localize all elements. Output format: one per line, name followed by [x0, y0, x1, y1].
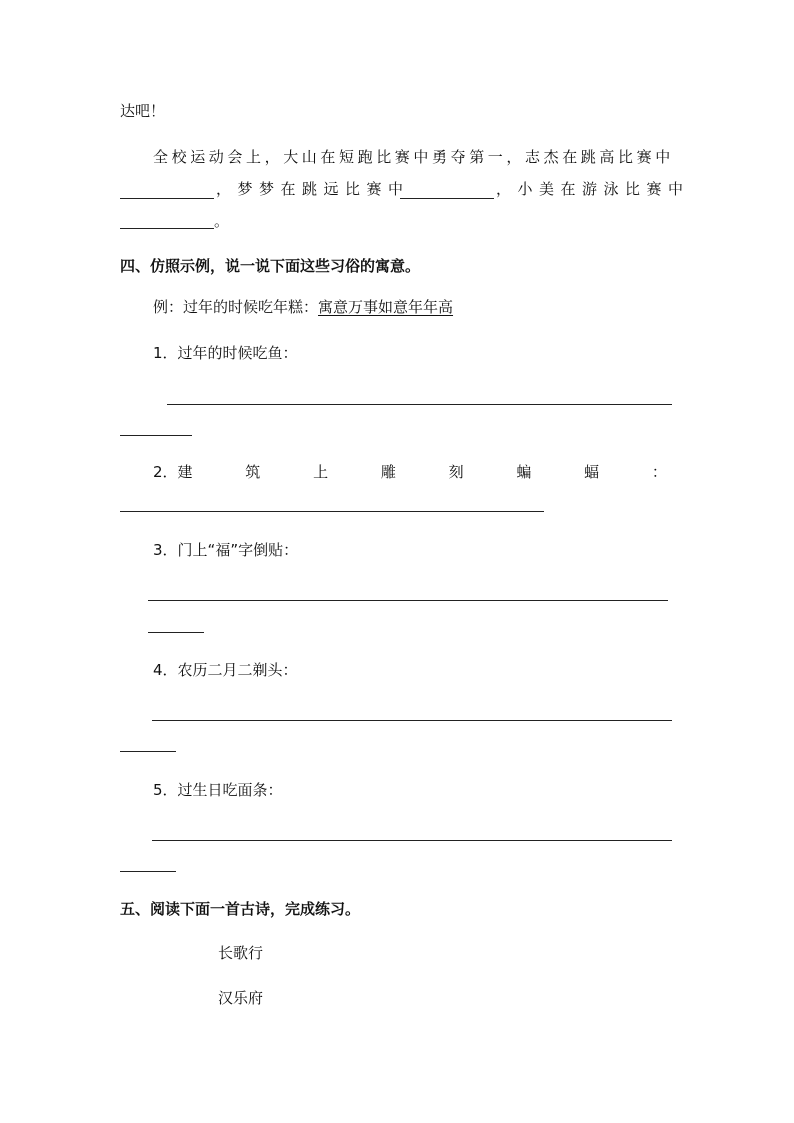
blank-swimming[interactable]: [120, 228, 214, 229]
blank-long-jump[interactable]: [400, 198, 494, 199]
answer-line-3b[interactable]: [148, 632, 204, 633]
answer-line-4b[interactable]: [120, 751, 176, 752]
answer-line-1b[interactable]: [120, 435, 192, 436]
example-answer: 寓意万事如意年年高: [318, 298, 454, 316]
answer-line-5b[interactable]: [120, 871, 176, 872]
q2-char: 筑: [245, 463, 261, 481]
continuation-text: 达吧！: [120, 102, 166, 120]
answer-line-1a[interactable]: [167, 404, 672, 405]
q2-char: ：: [651, 463, 667, 481]
blank-high-jump[interactable]: [120, 198, 214, 199]
example-line: [153, 297, 453, 317]
q2-char: 2．建: [153, 463, 193, 481]
answer-line-5a[interactable]: [152, 840, 672, 841]
question-2: [153, 462, 667, 482]
paragraph-line-3-end: 。: [214, 212, 230, 230]
q2-char: 蝙: [516, 463, 532, 481]
q2-char: 上: [313, 463, 329, 481]
poem-source: 汉乐府: [218, 989, 264, 1007]
section-5-heading: 五、阅读下面一首古诗，完成练习。: [120, 900, 361, 918]
question-5: 5．过生日吃面条：: [153, 781, 283, 799]
paragraph-line-2b: ，小美在游泳比赛中: [496, 180, 690, 198]
question-4: 4．农历二月二剃头：: [153, 661, 298, 679]
q2-char: 雕: [380, 463, 396, 481]
paragraph-line-2a: ，梦梦在跳远比赛中: [216, 180, 410, 198]
question-3: 3．门上“福”字倒贴：: [153, 541, 299, 559]
paragraph-line-1: 全校运动会上，大山在短跑比赛中勇夺第一，志杰在跳高比赛中: [153, 148, 674, 166]
poem-title: 长歌行: [218, 944, 264, 962]
section-4-heading: 四、仿照示例，说一说下面这些习俗的寓意。: [120, 257, 421, 275]
answer-line-3a[interactable]: [148, 600, 668, 601]
q2-char: 蝠: [584, 463, 600, 481]
example-prefix: 例：过年的时候吃年糕：: [153, 298, 319, 316]
q2-char: 刻: [448, 463, 464, 481]
answer-line-2[interactable]: [120, 511, 544, 512]
answer-line-4a[interactable]: [152, 720, 672, 721]
question-1: 1．过年的时候吃鱼：: [153, 344, 298, 362]
